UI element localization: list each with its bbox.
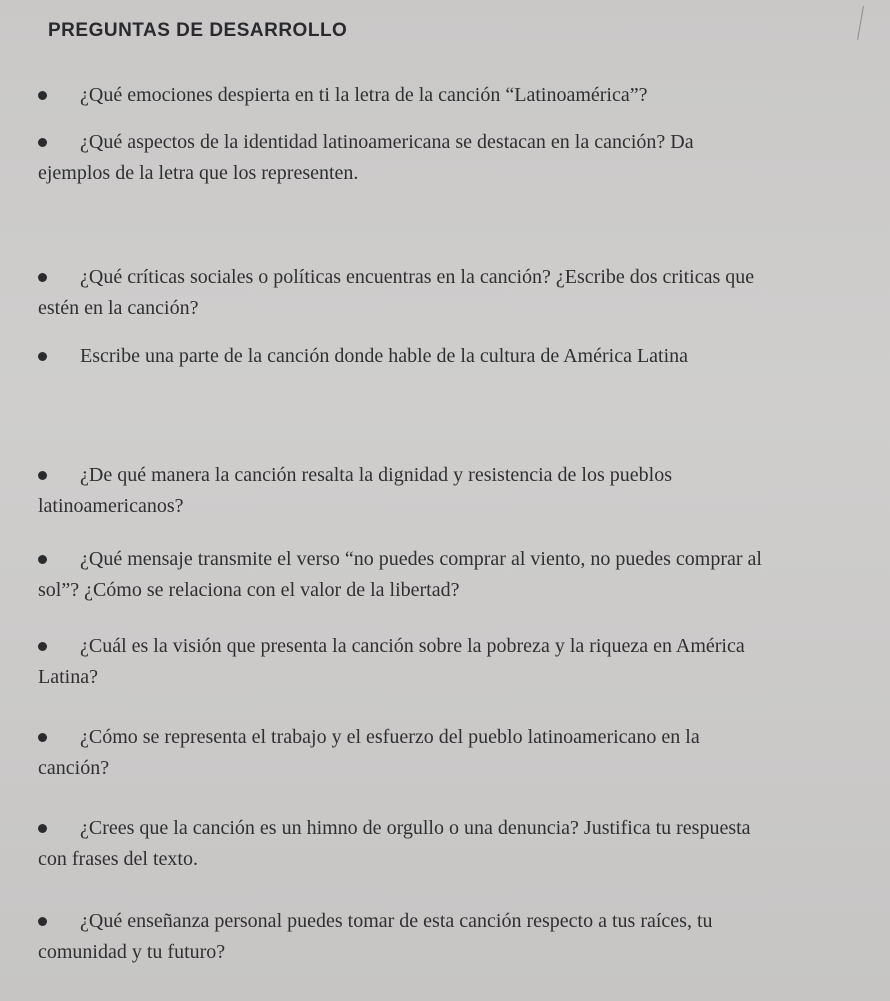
question-text: ¿Qué aspectos de la identidad latinoamericana se destacan en la canción? Da xyxy=(80,131,694,153)
question-7 xyxy=(38,631,745,693)
question-text: ¿Qué mensaje transmite el verso “no puedes comprar al viento, no puedes comprar al xyxy=(80,548,762,570)
question-9 xyxy=(38,813,751,875)
bullet-icon xyxy=(38,273,47,282)
pen-mark xyxy=(857,6,864,40)
question-text-continued: Latina? xyxy=(38,666,98,688)
question-text: ¿Cómo se representa el trabajo y el esfuerzo del pueblo latinoamericano en la xyxy=(80,726,700,748)
question-10 xyxy=(38,906,713,968)
question-5 xyxy=(38,460,672,522)
question-text: ¿Qué críticas sociales o políticas encuentras en la canción? ¿Escribe dos criticas que xyxy=(80,266,755,288)
question-text: ¿Cuál es la visión que presenta la canción sobre la pobreza y la riqueza en América xyxy=(80,635,745,657)
question-3 xyxy=(38,262,754,324)
question-text-continued: estén en la canción? xyxy=(38,297,199,319)
question-text-continued: ejemplos de la letra que los representen. xyxy=(38,162,359,184)
question-4 xyxy=(38,341,688,372)
question-text-continued: latinoamericanos? xyxy=(38,495,184,517)
question-8 xyxy=(38,722,700,784)
question-text: ¿Crees que la canción es un himno de orgullo o una denuncia? Justifica tu respuesta xyxy=(80,817,751,839)
bullet-icon xyxy=(38,733,47,742)
bullet-icon xyxy=(38,91,47,100)
question-text-continued: canción? xyxy=(38,757,110,779)
bullet-icon xyxy=(38,352,47,361)
page-title: PREGUNTAS DE DESARROLLO xyxy=(48,20,348,41)
question-2 xyxy=(38,127,694,189)
bullet-icon xyxy=(38,555,47,564)
question-text-continued: comunidad y tu futuro? xyxy=(38,941,226,963)
bullet-icon xyxy=(38,471,47,480)
question-text-continued: con frases del texto. xyxy=(38,848,198,870)
question-text-continued: sol”? ¿Cómo se relaciona con el valor de la libertad? xyxy=(38,579,460,601)
bullet-icon xyxy=(38,824,47,833)
bullet-icon xyxy=(38,917,47,926)
bullet-icon xyxy=(38,138,47,147)
question-6 xyxy=(38,544,762,606)
question-1 xyxy=(38,80,647,111)
question-text: ¿De qué manera la canción resalta la dignidad y resistencia de los pueblos xyxy=(80,464,672,486)
question-text: Escribe una parte de la canción donde hable de la cultura de América Latina xyxy=(80,345,689,367)
question-text: ¿Qué enseñanza personal puedes tomar de esta canción respecto a tus raíces, tu xyxy=(80,910,713,932)
bullet-icon xyxy=(38,642,47,651)
question-text: ¿Qué emociones despierta en ti la letra de la canción “Latinoamérica”? xyxy=(80,84,648,106)
